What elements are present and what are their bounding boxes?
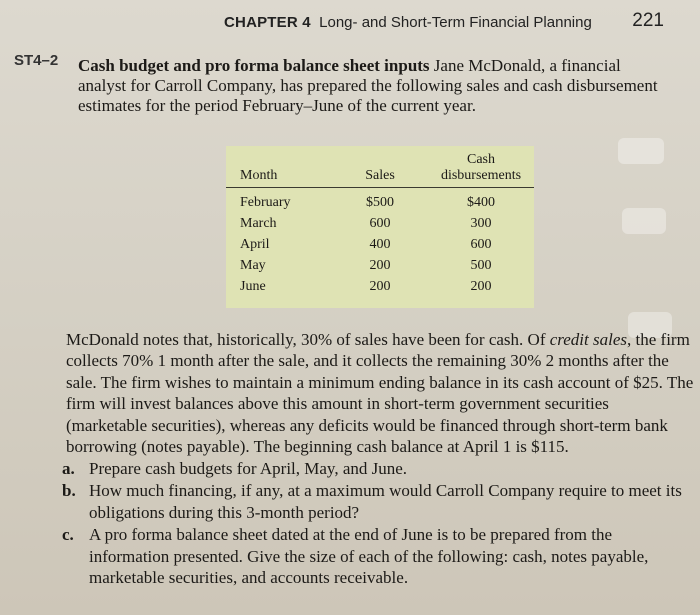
cell-month: May [240, 258, 266, 273]
header-cash-line1: Cash [467, 152, 495, 167]
page-number: 221 [632, 10, 664, 31]
question-letter: c. [62, 525, 74, 545]
problem-intro [78, 56, 663, 116]
cell-month: April [240, 237, 270, 252]
body-text-part2: , the firm collects 70% 1 month after the sale, and it collects the remaining 30% 2 months after the sale. The firm wishes to maintain a minimum ending balance in its cash account of $25. The firm will invest balances above this amount in short-term government securities (marketable securities), whereas any deficits would be financed through short-term bank borrowing (notes payable). The beginning cash balance at April 1 is $115. [66, 330, 694, 457]
header-cash-disbursements [428, 152, 534, 188]
cell-cash: 600 [470, 237, 492, 252]
problem-title: Cash budget and pro forma balance sheet inputs [78, 56, 430, 75]
header-sales: Sales [332, 152, 428, 188]
table-row [226, 213, 534, 234]
cell-cash: 200 [470, 279, 492, 294]
table-header-row [226, 152, 534, 188]
question-item [62, 480, 692, 523]
table-row [226, 188, 534, 214]
estimates-table [226, 152, 534, 297]
estimates-table-box [226, 146, 534, 308]
question-item [62, 458, 692, 479]
question-text: How much financing, if any, at a maximum would Carroll Company require to meet its obligations during this 3-month period? [89, 481, 682, 522]
cell-sales: 200 [369, 279, 391, 294]
show-through-mark [622, 208, 666, 234]
cell-month: June [240, 279, 266, 294]
body-text-emphasis: credit sales [549, 330, 628, 349]
show-through-mark [618, 138, 664, 164]
question-letter: b. [62, 481, 76, 501]
running-head [224, 14, 592, 31]
cell-month: February [240, 195, 291, 210]
cell-sales: $500 [366, 195, 394, 210]
question-text: A pro forma balance sheet dated at the end of June is to be prepared from the information presented. Give the size of each of the following: cash, notes payable, marketable securities, and accounts receivable. [89, 525, 649, 588]
cell-cash: 300 [470, 216, 492, 231]
cell-sales: 600 [369, 216, 391, 231]
cell-cash: $400 [467, 195, 495, 210]
question-item [62, 524, 692, 588]
question-letter: a. [62, 459, 75, 478]
problem-id: ST4–2 [14, 52, 59, 69]
chapter-label: CHAPTER 4 [224, 14, 311, 31]
header-cash-line2: disbursements [440, 168, 522, 183]
table-row [226, 255, 534, 276]
question-text: Prepare cash budgets for April, May, and June. [89, 459, 408, 478]
header-month: Month [226, 152, 332, 188]
cell-month: March [240, 216, 277, 231]
cell-cash: 500 [470, 258, 492, 273]
problem-body [66, 329, 694, 457]
question-list [62, 458, 692, 589]
body-text-part1: McDonald notes that, historically, 30% of sales have been for cash. Of [66, 330, 550, 349]
table-row [226, 234, 534, 255]
cell-sales: 400 [369, 237, 391, 252]
cell-sales: 200 [369, 258, 391, 273]
table-row [226, 276, 534, 297]
chapter-title: Long- and Short-Term Financial Planning [319, 14, 592, 31]
problem-intro-text: Jane McDonald, a financial analyst for Carroll Company, has prepared the following sales and cash disbursement estimates for the period February–June of the current year. [78, 56, 658, 115]
